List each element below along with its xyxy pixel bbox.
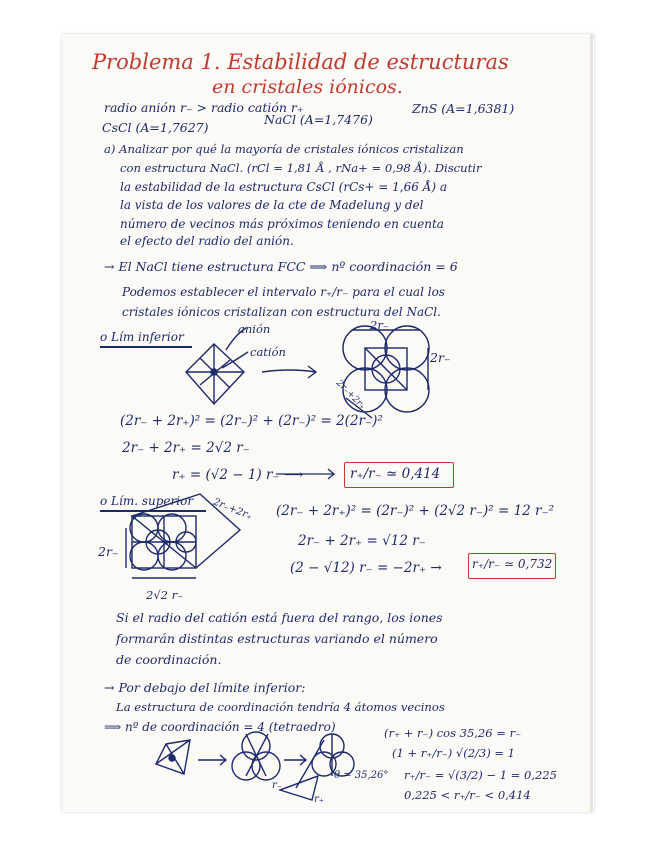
nacl-madelung: NaCl (A=1,7476)	[264, 112, 373, 127]
side-dimension: 2r₋	[430, 350, 451, 365]
question-line-2: con estructura NaCl. (rCl = 1,81 Å , rNa+ = 0,98 Å). Discutir	[120, 161, 482, 175]
tetra-eq-2: (1 + r₊/r₋) √(2/3) = 1	[392, 746, 515, 760]
cation-label: catión	[250, 345, 286, 359]
below-lower-line-1: La estructura de coordinación tendría 4 átomos vecinos	[116, 700, 445, 714]
upper-side-dimension: 2r₋	[98, 544, 119, 559]
problem-subtitle: en cristales iónicos.	[212, 76, 403, 98]
rplus-label: r₊	[314, 794, 325, 805]
cscl-madelung: CsCl (A=1,7627)	[102, 120, 209, 135]
tetra-eq-3: r₊/r₋ = √(3/2) − 1 = 0,225	[404, 768, 557, 782]
conclusion-line-3: de coordinación.	[116, 652, 222, 667]
question-line-5: número de vecinos más próximos teniendo en cuenta	[120, 217, 444, 231]
upper-result: r₊/r₋ ≃ 0,732	[472, 557, 553, 571]
question-line-3: la estabilidad de la estructura CsCl (rCs+ = 1,66 Å) a	[120, 180, 448, 194]
conclusion-line-1: Si el radio del catión está fuera del rango, los iones	[116, 610, 443, 625]
angle-label: θ = 35,26°	[334, 770, 389, 781]
octahedron-sketch	[186, 328, 248, 404]
tetra-eq-4: 0,225 < r₊/r₋ < 0,414	[404, 788, 531, 802]
lower-limit-label: o Lím inferior	[100, 330, 184, 344]
interval-line-2: cristales iónicos cristalizan con estructura del NaCl.	[122, 305, 441, 319]
anion-label: anión	[238, 322, 271, 336]
tetra-eq-1: (r₊ + r₋) cos 35,26 = r₋	[384, 726, 522, 740]
upper-eq-3: (2 − √12) r₋ = −2r₊ →	[290, 560, 442, 576]
below-lower-heading: → Por debajo del límite inferior:	[104, 680, 306, 695]
lower-eq-2: 2r₋ + 2r₊ = 2√2 r₋	[122, 440, 250, 456]
below-lower-line-2: ⟹ nº de coordinación = 4 (tetraedro)	[104, 720, 336, 734]
arrow-right	[262, 366, 316, 378]
radius-relation: radio anión r₋ > radio catión r₊	[104, 100, 304, 115]
question-line-4: la vista de los valores de la cte de Madelung y del	[120, 198, 424, 212]
upper-bottom-dimension: 2√2 r₋	[146, 588, 184, 602]
upper-diag-dimension: 2r₋+2r₊	[211, 496, 254, 523]
upper-eq-1: (2r₋ + 2r₊)² = (2r₋)² + (2√2 r₋)² = 12 r₋²	[276, 503, 555, 519]
lower-result: r₊/r₋ ≃ 0,414	[350, 466, 441, 482]
nacl-fcc-line: → El NaCl tiene estructura FCC ⟹ nº coordinación = 6	[104, 259, 458, 274]
top-dimension: 2r₋	[370, 318, 389, 332]
question-line-1: a) Analizar por qué la mayoría de cristales iónicos cristalizan	[104, 142, 464, 156]
diag-dimension: 2r₋+2r₊	[333, 378, 368, 412]
question-line-6: el efecto del radio del anión.	[120, 234, 294, 248]
interval-line: Podemos establecer el intervalo r₊/r₋ para el cual los	[122, 285, 445, 299]
lower-eq-3: r₊ = (√2 − 1) r₋ ⟶	[172, 467, 304, 483]
upper-eq-2: 2r₋ + 2r₊ = √12 r₋	[298, 533, 426, 549]
lower-eq-1: (2r₋ + 2r₊)² = (2r₋)² + (2r₋)² = 2(2r₋)²	[120, 413, 383, 429]
tetrahedron-sketch	[156, 732, 354, 800]
upper-square-sketch	[126, 494, 240, 578]
problem-title: Problema 1. Estabilidad de estructuras	[92, 50, 509, 74]
rminus-label: r₋	[272, 780, 283, 791]
nacl-square-sketch	[343, 326, 429, 418]
result-arrow	[276, 469, 334, 479]
zns-madelung: ZnS (A=1,6381)	[412, 101, 515, 116]
conclusion-line-2: formarán distintas estructuras variando el número	[116, 631, 438, 646]
upper-limit-label: o Lím. superior	[100, 494, 194, 508]
